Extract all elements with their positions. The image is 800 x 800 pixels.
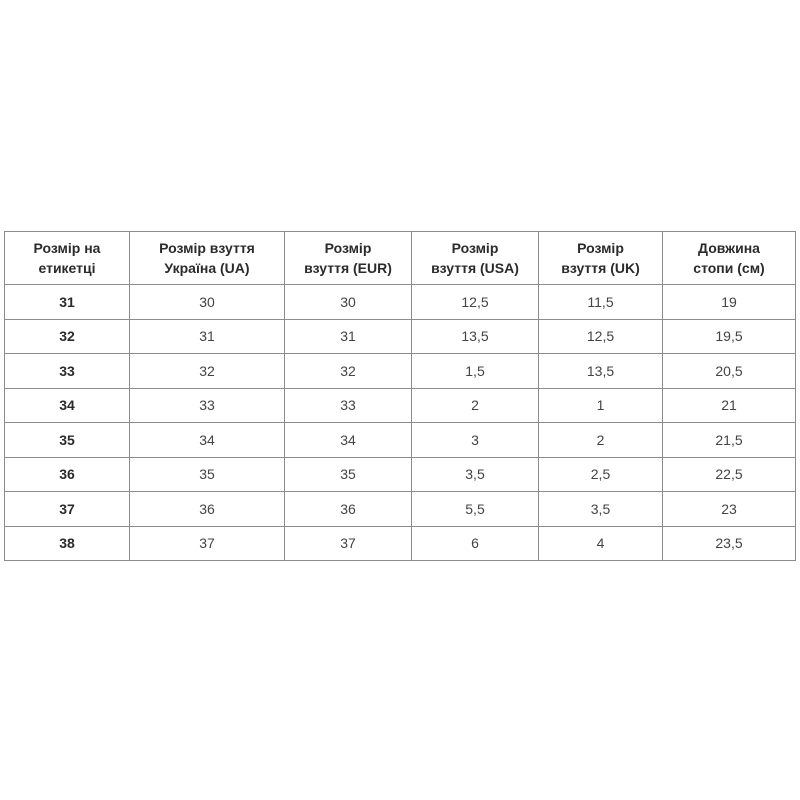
- cell-usa-size: 5,5: [412, 492, 539, 527]
- cell-ua-size: 35: [130, 457, 285, 492]
- cell-label-size: 37: [5, 492, 130, 527]
- cell-uk-size: 12,5: [539, 319, 663, 354]
- cell-label-size: 31: [5, 285, 130, 320]
- cell-uk-size: 1: [539, 388, 663, 423]
- cell-uk-size: 2,5: [539, 457, 663, 492]
- table-row: [5, 285, 796, 320]
- cell-uk-size: 11,5: [539, 285, 663, 320]
- table-row: [5, 354, 796, 389]
- cell-eur-size: 36: [285, 492, 412, 527]
- cell-label-size: 35: [5, 423, 130, 458]
- header-label-size: Розмір на етикетці: [5, 232, 130, 285]
- cell-usa-size: 2: [412, 388, 539, 423]
- cell-label-size: 32: [5, 319, 130, 354]
- table-row: [5, 388, 796, 423]
- cell-ua-size: 34: [130, 423, 285, 458]
- header-row: [5, 232, 796, 285]
- cell-label-size: 36: [5, 457, 130, 492]
- cell-eur-size: 30: [285, 285, 412, 320]
- cell-uk-size: 4: [539, 526, 663, 561]
- table-row: [5, 319, 796, 354]
- header-ua-size: Розмір взуття Україна (UA): [130, 232, 285, 285]
- table-body: [5, 285, 796, 561]
- cell-ua-size: 32: [130, 354, 285, 389]
- cell-usa-size: 12,5: [412, 285, 539, 320]
- cell-foot-length: 23,5: [663, 526, 796, 561]
- header-usa-size: Розмір взуття (USA): [412, 232, 539, 285]
- table-header: [5, 232, 796, 285]
- cell-label-size: 38: [5, 526, 130, 561]
- cell-foot-length: 22,5: [663, 457, 796, 492]
- cell-usa-size: 1,5: [412, 354, 539, 389]
- cell-foot-length: 20,5: [663, 354, 796, 389]
- cell-uk-size: 3,5: [539, 492, 663, 527]
- cell-usa-size: 6: [412, 526, 539, 561]
- table-row: [5, 423, 796, 458]
- cell-eur-size: 35: [285, 457, 412, 492]
- cell-ua-size: 30: [130, 285, 285, 320]
- cell-label-size: 34: [5, 388, 130, 423]
- cell-label-size: 33: [5, 354, 130, 389]
- cell-foot-length: 21,5: [663, 423, 796, 458]
- cell-usa-size: 3,5: [412, 457, 539, 492]
- cell-foot-length: 19: [663, 285, 796, 320]
- cell-eur-size: 33: [285, 388, 412, 423]
- cell-ua-size: 33: [130, 388, 285, 423]
- table-row: [5, 457, 796, 492]
- header-uk-size: Розмір взуття (UK): [539, 232, 663, 285]
- cell-eur-size: 37: [285, 526, 412, 561]
- cell-eur-size: 31: [285, 319, 412, 354]
- table-row: [5, 492, 796, 527]
- cell-foot-length: 23: [663, 492, 796, 527]
- cell-foot-length: 21: [663, 388, 796, 423]
- cell-uk-size: 2: [539, 423, 663, 458]
- header-foot-length: Довжина стопи (см): [663, 232, 796, 285]
- cell-ua-size: 37: [130, 526, 285, 561]
- cell-eur-size: 32: [285, 354, 412, 389]
- header-eur-size: Розмір взуття (EUR): [285, 232, 412, 285]
- size-chart-table: [4, 231, 796, 561]
- cell-ua-size: 31: [130, 319, 285, 354]
- cell-uk-size: 13,5: [539, 354, 663, 389]
- cell-usa-size: 13,5: [412, 319, 539, 354]
- cell-usa-size: 3: [412, 423, 539, 458]
- cell-ua-size: 36: [130, 492, 285, 527]
- cell-foot-length: 19,5: [663, 319, 796, 354]
- table-row: [5, 526, 796, 561]
- cell-eur-size: 34: [285, 423, 412, 458]
